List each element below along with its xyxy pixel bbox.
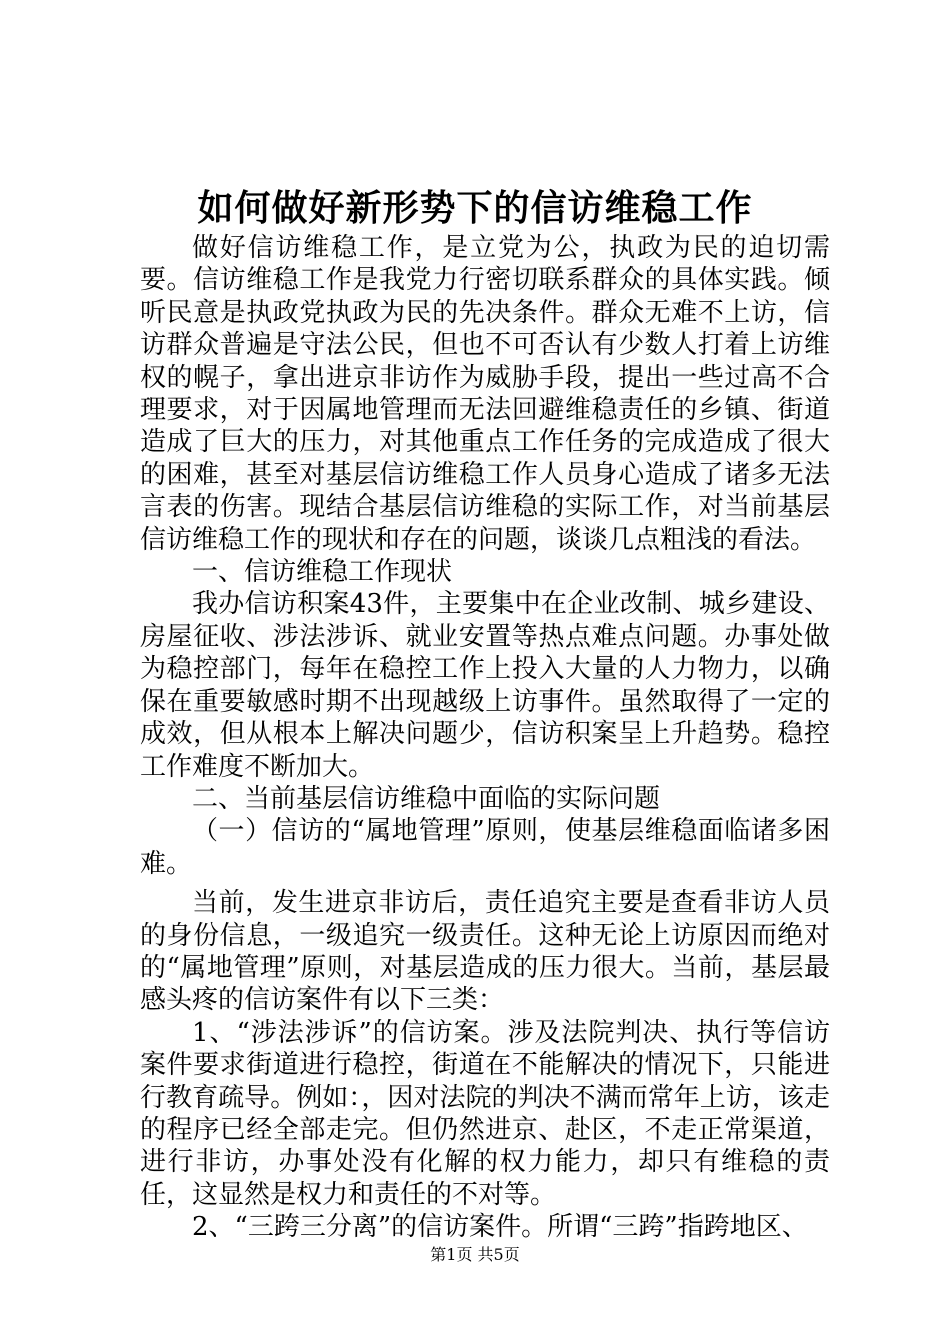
subsection-heading-1: （一）信访的“属地管理”原则，使基层维稳面临诸多困难。 xyxy=(140,816,830,879)
paragraph-intro: 做好信访维稳工作，是立党为公，执政为民的迫切需要。信访维稳工作是我党力行密切联系群众的具体实践。倾听民意是执政党执政为民的先决条件。群众无难不上访，信访群众普遍是守法公民，但也不可否认有少数人打着上访维权的幌子，拿出进京非访作为威胁手段，提出一些过高不合理要求，对于因属地管理而无法回避维稳责任的乡镇、街道造成了巨大的压力，对其他重点工作任务的完成造成了很大的困难，甚至对基层信访维稳工作人员身心造成了诸多无法言表的伤害。现结合基层信访维稳的实际工作，对当前基层信访维稳工作的现状和存在的问题，谈谈几点粗浅的看法。 xyxy=(140,233,830,555)
document-body xyxy=(140,232,830,1244)
section-heading-1: 一、信访维稳工作现状 xyxy=(192,557,453,588)
paragraph-status: 我办信访积案43件，主要集中在企业改制、城乡建设、房屋征收、涉法涉诉、就业安置等热点难点问题。办事处做为稳控部门，每年在稳控工作上投入大量的人力物力，以确保在重要敏感时期不出现越级上访事件。虽然取得了一定的成效，但从根本上解决问题少，信访积案呈上升趋势。稳控工作难度不断加大。 xyxy=(140,589,830,782)
list-item-1: 1、“涉法涉诉”的信访案。涉及法院判决、执行等信访案件要求街道进行稳控，街道在不能解决的情况下，只能进行教育疏导。例如：，因对法院的判决不满而常年上访，该走的程序已经全部走完。但仍然进京、赴区，不走正常渠道，进行非访，办事处没有化解的权力能力，却只有维稳的责任，这显然是权力和责任的不对等。 xyxy=(140,1017,830,1210)
list-item-2: 2、“三跨三分离”的信访案件。所谓“三跨”指跨地区、 xyxy=(192,1212,808,1243)
section-heading-2: 二、当前基层信访维稳中面临的实际问题 xyxy=(192,783,661,814)
document-title: 如何做好新形势下的信访维稳工作 xyxy=(197,187,753,229)
page-footer: 第1页 共5页 xyxy=(430,1245,520,1264)
paragraph-accountability: 当前，发生进京非访后，责任追究主要是查看非访人员的身份信息，一级追究一级责任。这种无论上访原因而绝对的“属地管理”原则，对基层造成的压力很大。当前，基层最感头疼的信访案件有以下三类： xyxy=(140,888,830,1016)
